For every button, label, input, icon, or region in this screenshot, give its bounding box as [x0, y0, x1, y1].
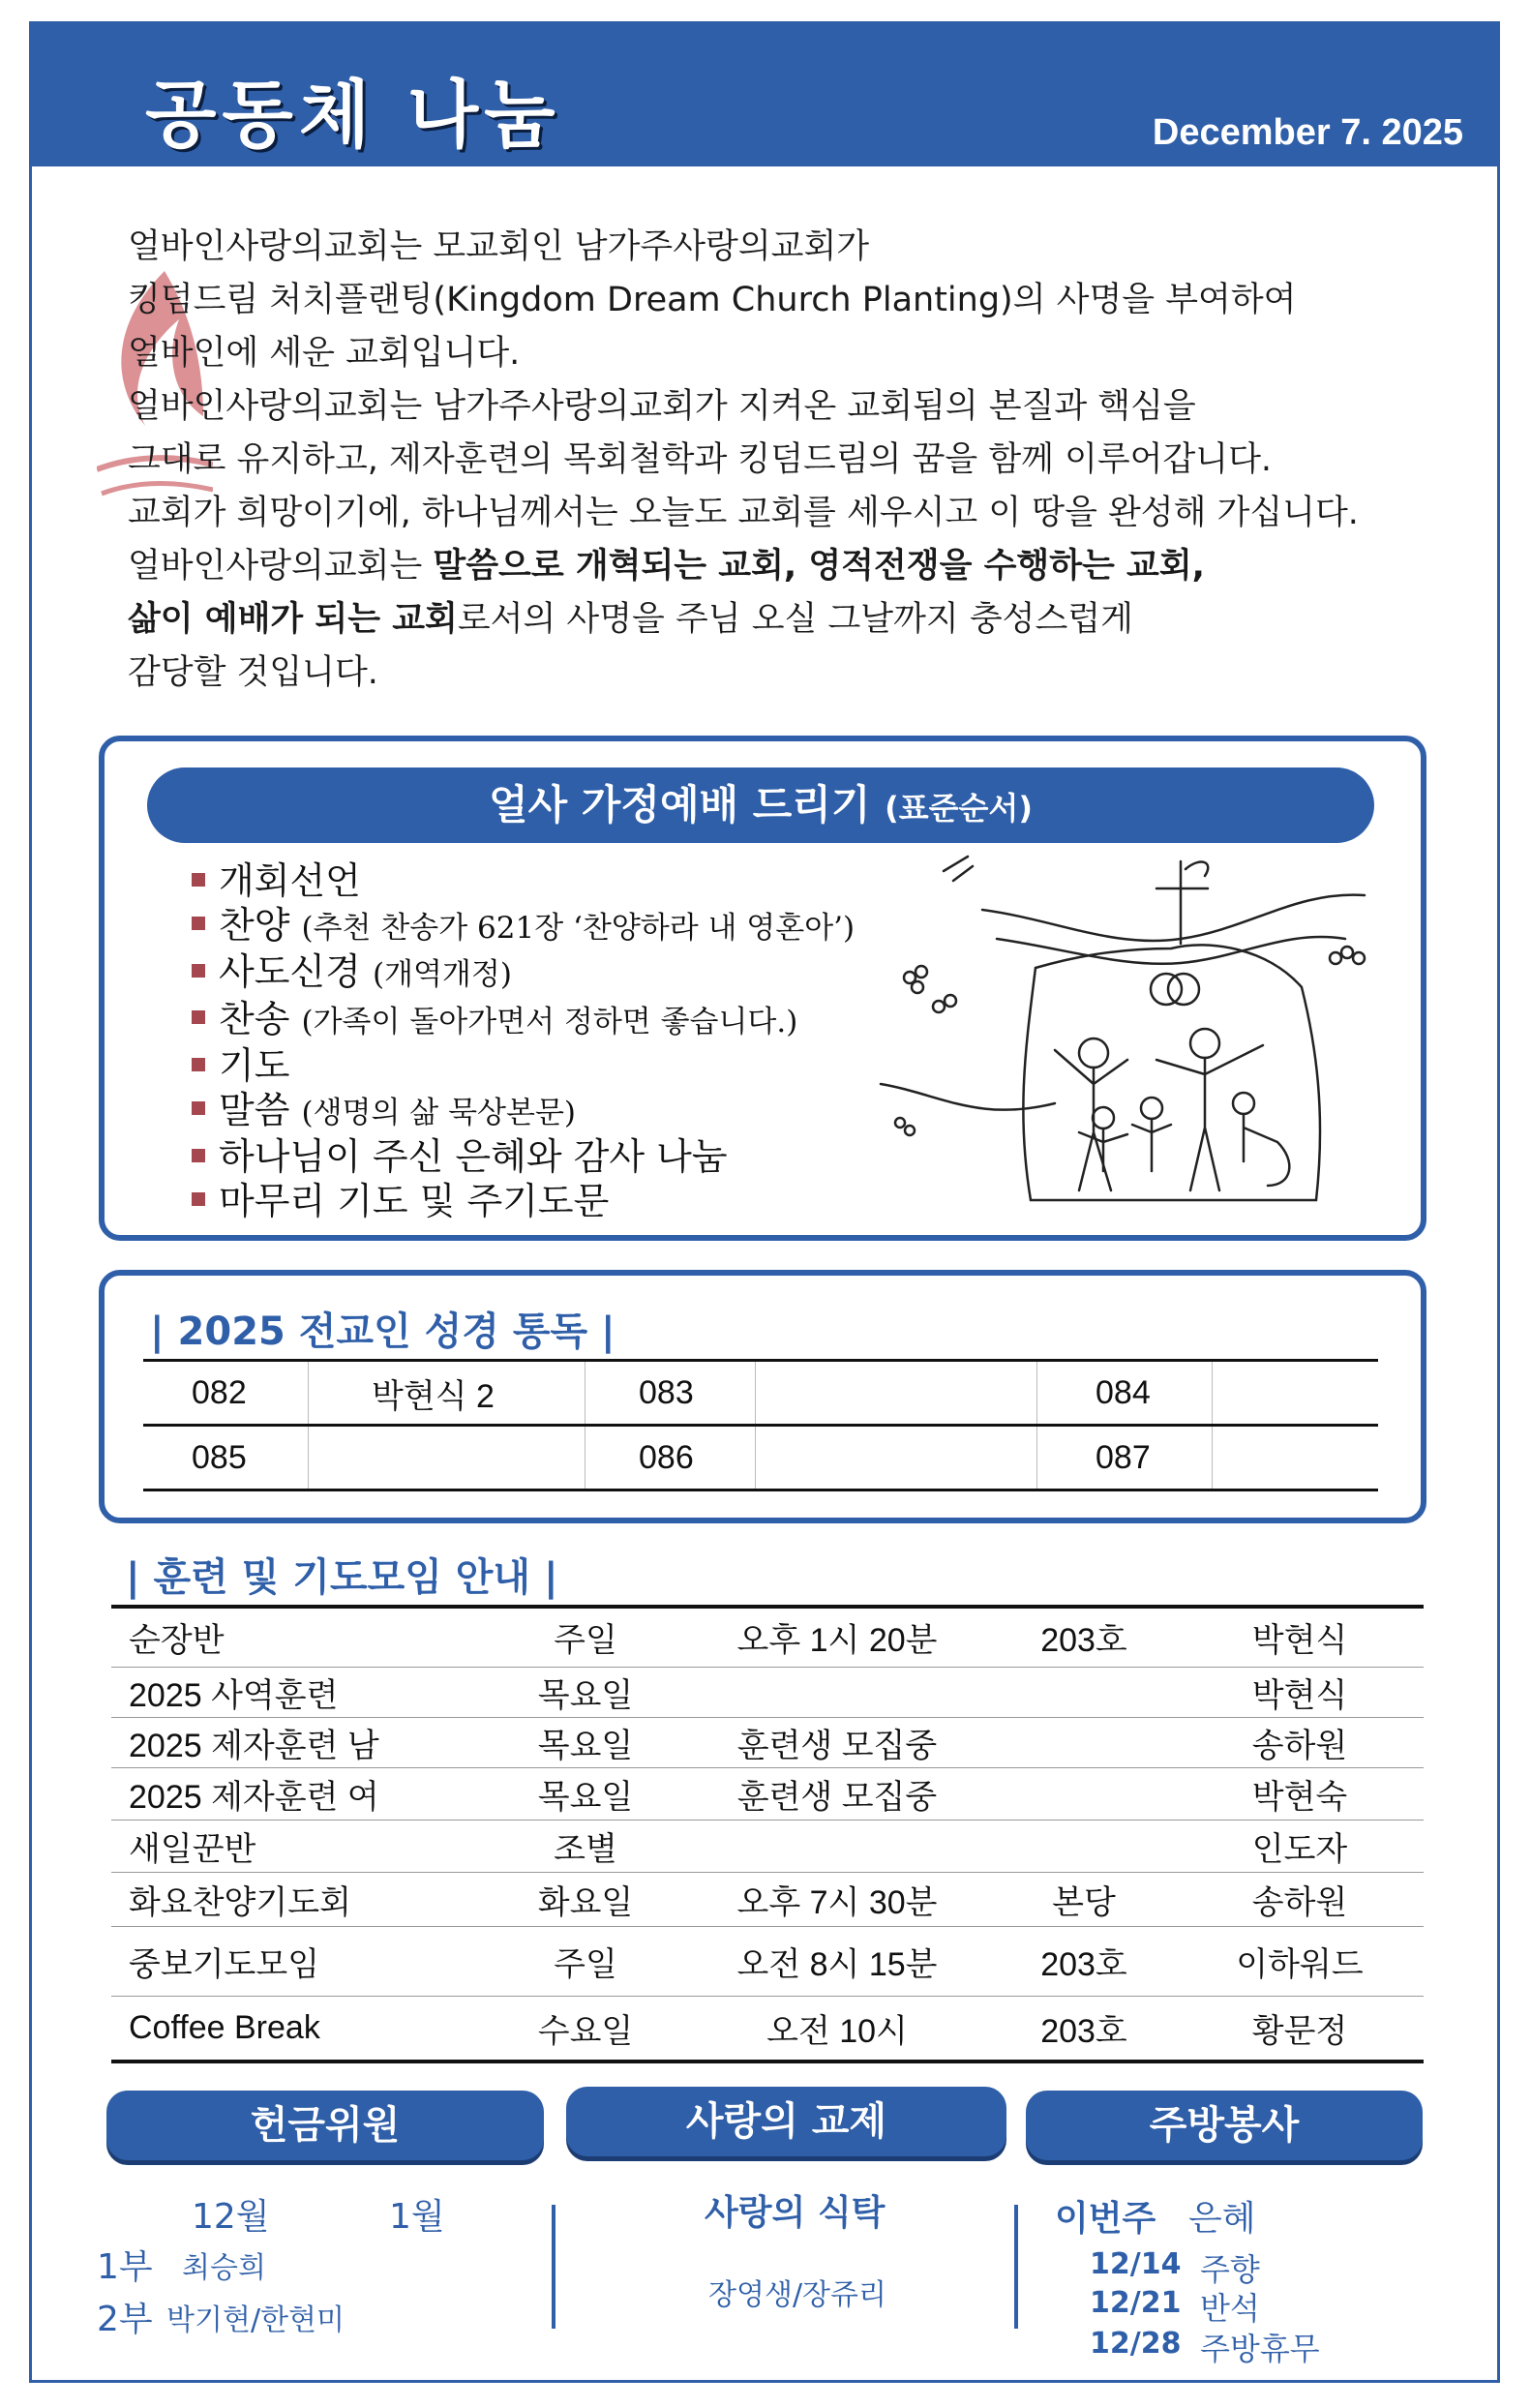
table-row	[111, 1717, 1424, 1767]
kitchen-date: 12/14	[1090, 2247, 1182, 2281]
family-worship-title-text: 얼사 가정예배 드리기	[489, 781, 871, 828]
table-cell	[682, 1820, 992, 1872]
offering-title: 헌금위원	[106, 2091, 544, 2160]
table-cell: 이하워드	[1176, 1926, 1424, 1996]
table-cell: 087	[1037, 1426, 1213, 1490]
kitchen-name: 주향	[1200, 2251, 1260, 2288]
worship-item-label: 개회선언	[219, 859, 361, 902]
table-cell: 203호	[992, 1607, 1176, 1667]
offering-service-2-label: 2부	[97, 2300, 153, 2339]
table-cell: Coffee Break	[111, 1996, 489, 2062]
page-date: December 7. 2025	[1152, 112, 1463, 153]
worship-item-label: 찬송	[219, 997, 290, 1040]
worship-item-note: (추천 찬송가 621장 ‘찬양하라 내 영혼아’)	[301, 910, 856, 946]
worship-item-label: 마무리 기도 및 주기도문	[219, 1179, 610, 1222]
table-cell: 203호	[992, 1926, 1176, 1996]
table-cell	[1213, 1361, 1379, 1426]
table-cell: 수요일	[489, 1996, 682, 2062]
intro-text-bold: 삶이 예배가 되는 교회	[128, 600, 458, 639]
family-worship-title	[147, 768, 1374, 843]
table-cell: 083	[585, 1361, 756, 1426]
table-cell: 훈련생 모집중	[682, 1767, 992, 1820]
intro-text-plain: 로서의 사명을 주님 오실 그날까지 충성스럽게	[457, 600, 1133, 639]
family-worship-title-note: (표준순서)	[885, 790, 1033, 827]
square-bullet-icon	[192, 1192, 205, 1206]
worship-order-item	[192, 1180, 855, 1224]
square-bullet-icon	[192, 917, 205, 930]
table-cell: 목요일	[489, 1667, 682, 1717]
table-cell: 조별	[489, 1820, 682, 1872]
column-divider	[1014, 2205, 1018, 2329]
table-cell	[756, 1361, 1037, 1426]
table-cell	[1213, 1426, 1379, 1490]
intro-line: 얼바인사랑의교회는 남가주사랑의교회가 지켜온 교회됨의 본질과 핵심을	[128, 387, 1196, 426]
table-cell: 082	[143, 1361, 309, 1426]
worship-order-item	[192, 1089, 855, 1136]
table-cell: 박현숙	[1176, 1767, 1424, 1820]
worship-order-list	[192, 859, 855, 1223]
square-bullet-icon	[192, 1101, 205, 1115]
square-bullet-icon	[192, 964, 205, 978]
training-table	[111, 1605, 1424, 2063]
square-bullet-icon	[192, 1058, 205, 1071]
offering-service-2-name: 박기현/한현미	[166, 2303, 345, 2337]
table-cell: 중보기도모임	[111, 1926, 489, 1996]
table-cell: 084	[1037, 1361, 1213, 1426]
intro-line: 킹덤드림 처치플랜팅(Kingdom Dream Church Planting)의 사명을 부여하여	[128, 281, 1297, 319]
table-row	[111, 1667, 1424, 1717]
table-cell	[682, 1667, 992, 1717]
table-cell: 오후 1시 20분	[682, 1607, 992, 1667]
kitchen-this-week-label: 이번주	[1055, 2199, 1156, 2239]
intro-text	[128, 221, 1463, 700]
bible-reading-table	[143, 1359, 1378, 1491]
table-cell	[992, 1820, 1176, 1872]
kitchen-title: 주방봉사	[1026, 2091, 1423, 2160]
intro-line: 얼바인사랑의교회는 모교회인 남가주사랑의교회가	[128, 227, 870, 266]
offering-service-1-label: 1부	[97, 2247, 153, 2287]
church-family-illustration	[861, 852, 1403, 1210]
square-bullet-icon	[192, 873, 205, 887]
table-cell: 인도자	[1176, 1820, 1424, 1872]
table-row	[111, 1872, 1424, 1926]
worship-item-note: (생명의 삶 묵상본문)	[301, 1095, 576, 1130]
worship-item-label: 말씀	[219, 1088, 290, 1131]
intro-line	[128, 540, 1463, 593]
intro-line: 얼바인에 세운 교회입니다.	[128, 334, 521, 373]
worship-item-label: 기도	[219, 1044, 290, 1087]
kitchen-date: 12/21	[1090, 2286, 1182, 2320]
kitchen-name: 반석	[1200, 2290, 1260, 2327]
table-cell: 2025 제자훈련 여	[111, 1767, 489, 1820]
table-cell: 085	[143, 1426, 309, 1490]
table-cell	[309, 1426, 585, 1490]
fellowship-subtitle: 사랑의 식탁	[705, 2193, 886, 2233]
column-divider	[552, 2205, 555, 2329]
kitchen-date: 12/28	[1090, 2327, 1182, 2361]
table-cell: 화요찬양기도회	[111, 1872, 489, 1926]
table-cell: 2025 제자훈련 남	[111, 1717, 489, 1767]
table-cell: 화요일	[489, 1872, 682, 1926]
table-cell: 황문정	[1176, 1996, 1424, 2062]
table-cell: 박현식	[1176, 1667, 1424, 1717]
intro-line: 교회가 희망이기에, 하나님께서는 오늘도 교회를 세우시고 이 땅을 완성해 가십니다.	[128, 494, 1359, 532]
table-row	[111, 1767, 1424, 1820]
table-row	[111, 1820, 1424, 1872]
table-cell: 오전 8시 15분	[682, 1926, 992, 1996]
worship-item-label: 사도신경	[219, 950, 361, 993]
table-cell: 오전 10시	[682, 1996, 992, 2062]
worship-item-note: (가족이 돌아가면서 정하면 좋습니다.)	[301, 1004, 798, 1039]
worship-order-item	[192, 904, 855, 951]
page-title: 공동체 나눔	[145, 72, 561, 158]
worship-item-note: (개역개정)	[372, 957, 512, 992]
worship-order-item	[192, 859, 855, 904]
bible-reading-title: | 2025 전교인 성경 통독 |	[150, 1309, 615, 1354]
offering-month-2: 1월	[389, 2197, 445, 2237]
table-cell	[992, 1767, 1176, 1820]
table-cell: 주일	[489, 1607, 682, 1667]
table-cell: 순장반	[111, 1607, 489, 1667]
table-cell: 오후 7시 30분	[682, 1872, 992, 1926]
table-row	[111, 1926, 1424, 1996]
kitchen-this-week-name: 은혜	[1188, 2199, 1256, 2239]
training-title: | 훈련 및 기도모임 안내 |	[126, 1555, 558, 1600]
table-row	[143, 1426, 1378, 1490]
table-cell: 086	[585, 1426, 756, 1490]
intro-text-bold: 말씀으로 개혁되는 교회, 영적전쟁을 수행하는 교회,	[433, 547, 1205, 586]
table-cell: 송하원	[1176, 1872, 1424, 1926]
intro-line: 감당할 것입니다.	[128, 653, 378, 692]
table-cell	[756, 1426, 1037, 1490]
intro-line	[128, 593, 1463, 647]
square-bullet-icon	[192, 1149, 205, 1162]
offering-service-1-name: 최승희	[182, 2251, 266, 2285]
table-row	[111, 1607, 1424, 1667]
offering-month-1: 12월	[192, 2197, 270, 2237]
table-cell: 목요일	[489, 1717, 682, 1767]
table-cell: 송하원	[1176, 1717, 1424, 1767]
table-cell: 목요일	[489, 1767, 682, 1820]
table-cell: 훈련생 모집중	[682, 1717, 992, 1767]
table-cell	[992, 1717, 1176, 1767]
table-cell: 새일꾼반	[111, 1820, 489, 1872]
table-cell: 203호	[992, 1996, 1176, 2062]
square-bullet-icon	[192, 1010, 205, 1024]
worship-order-item	[192, 998, 855, 1045]
table-cell: 2025 사역훈련	[111, 1667, 489, 1717]
intro-text-plain: 얼바인사랑의교회는	[128, 547, 434, 586]
intro-line: 그대로 유지하고, 제자훈련의 목회철학과 킹덤드림의 꿈을 함께 이루어갑니다.	[128, 440, 1273, 479]
worship-item-label: 찬양	[219, 903, 290, 947]
fellowship-names: 장영생/장쥬리	[708, 2278, 886, 2312]
table-cell: 주일	[489, 1926, 682, 1996]
worship-order-item	[192, 1135, 855, 1180]
table-cell: 본당	[992, 1872, 1176, 1926]
table-row	[111, 1996, 1424, 2062]
fellowship-title: 사랑의 교제	[566, 2087, 1006, 2156]
table-cell	[992, 1667, 1176, 1717]
worship-order-item	[192, 950, 855, 998]
worship-order-item	[192, 1044, 855, 1089]
worship-item-label: 하나님이 주신 은혜와 감사 나눔	[219, 1135, 728, 1178]
table-cell: 박현식 2	[309, 1361, 585, 1426]
table-row	[143, 1361, 1378, 1426]
kitchen-name: 주방휴무	[1200, 2331, 1320, 2367]
table-cell: 박현식	[1176, 1607, 1424, 1667]
